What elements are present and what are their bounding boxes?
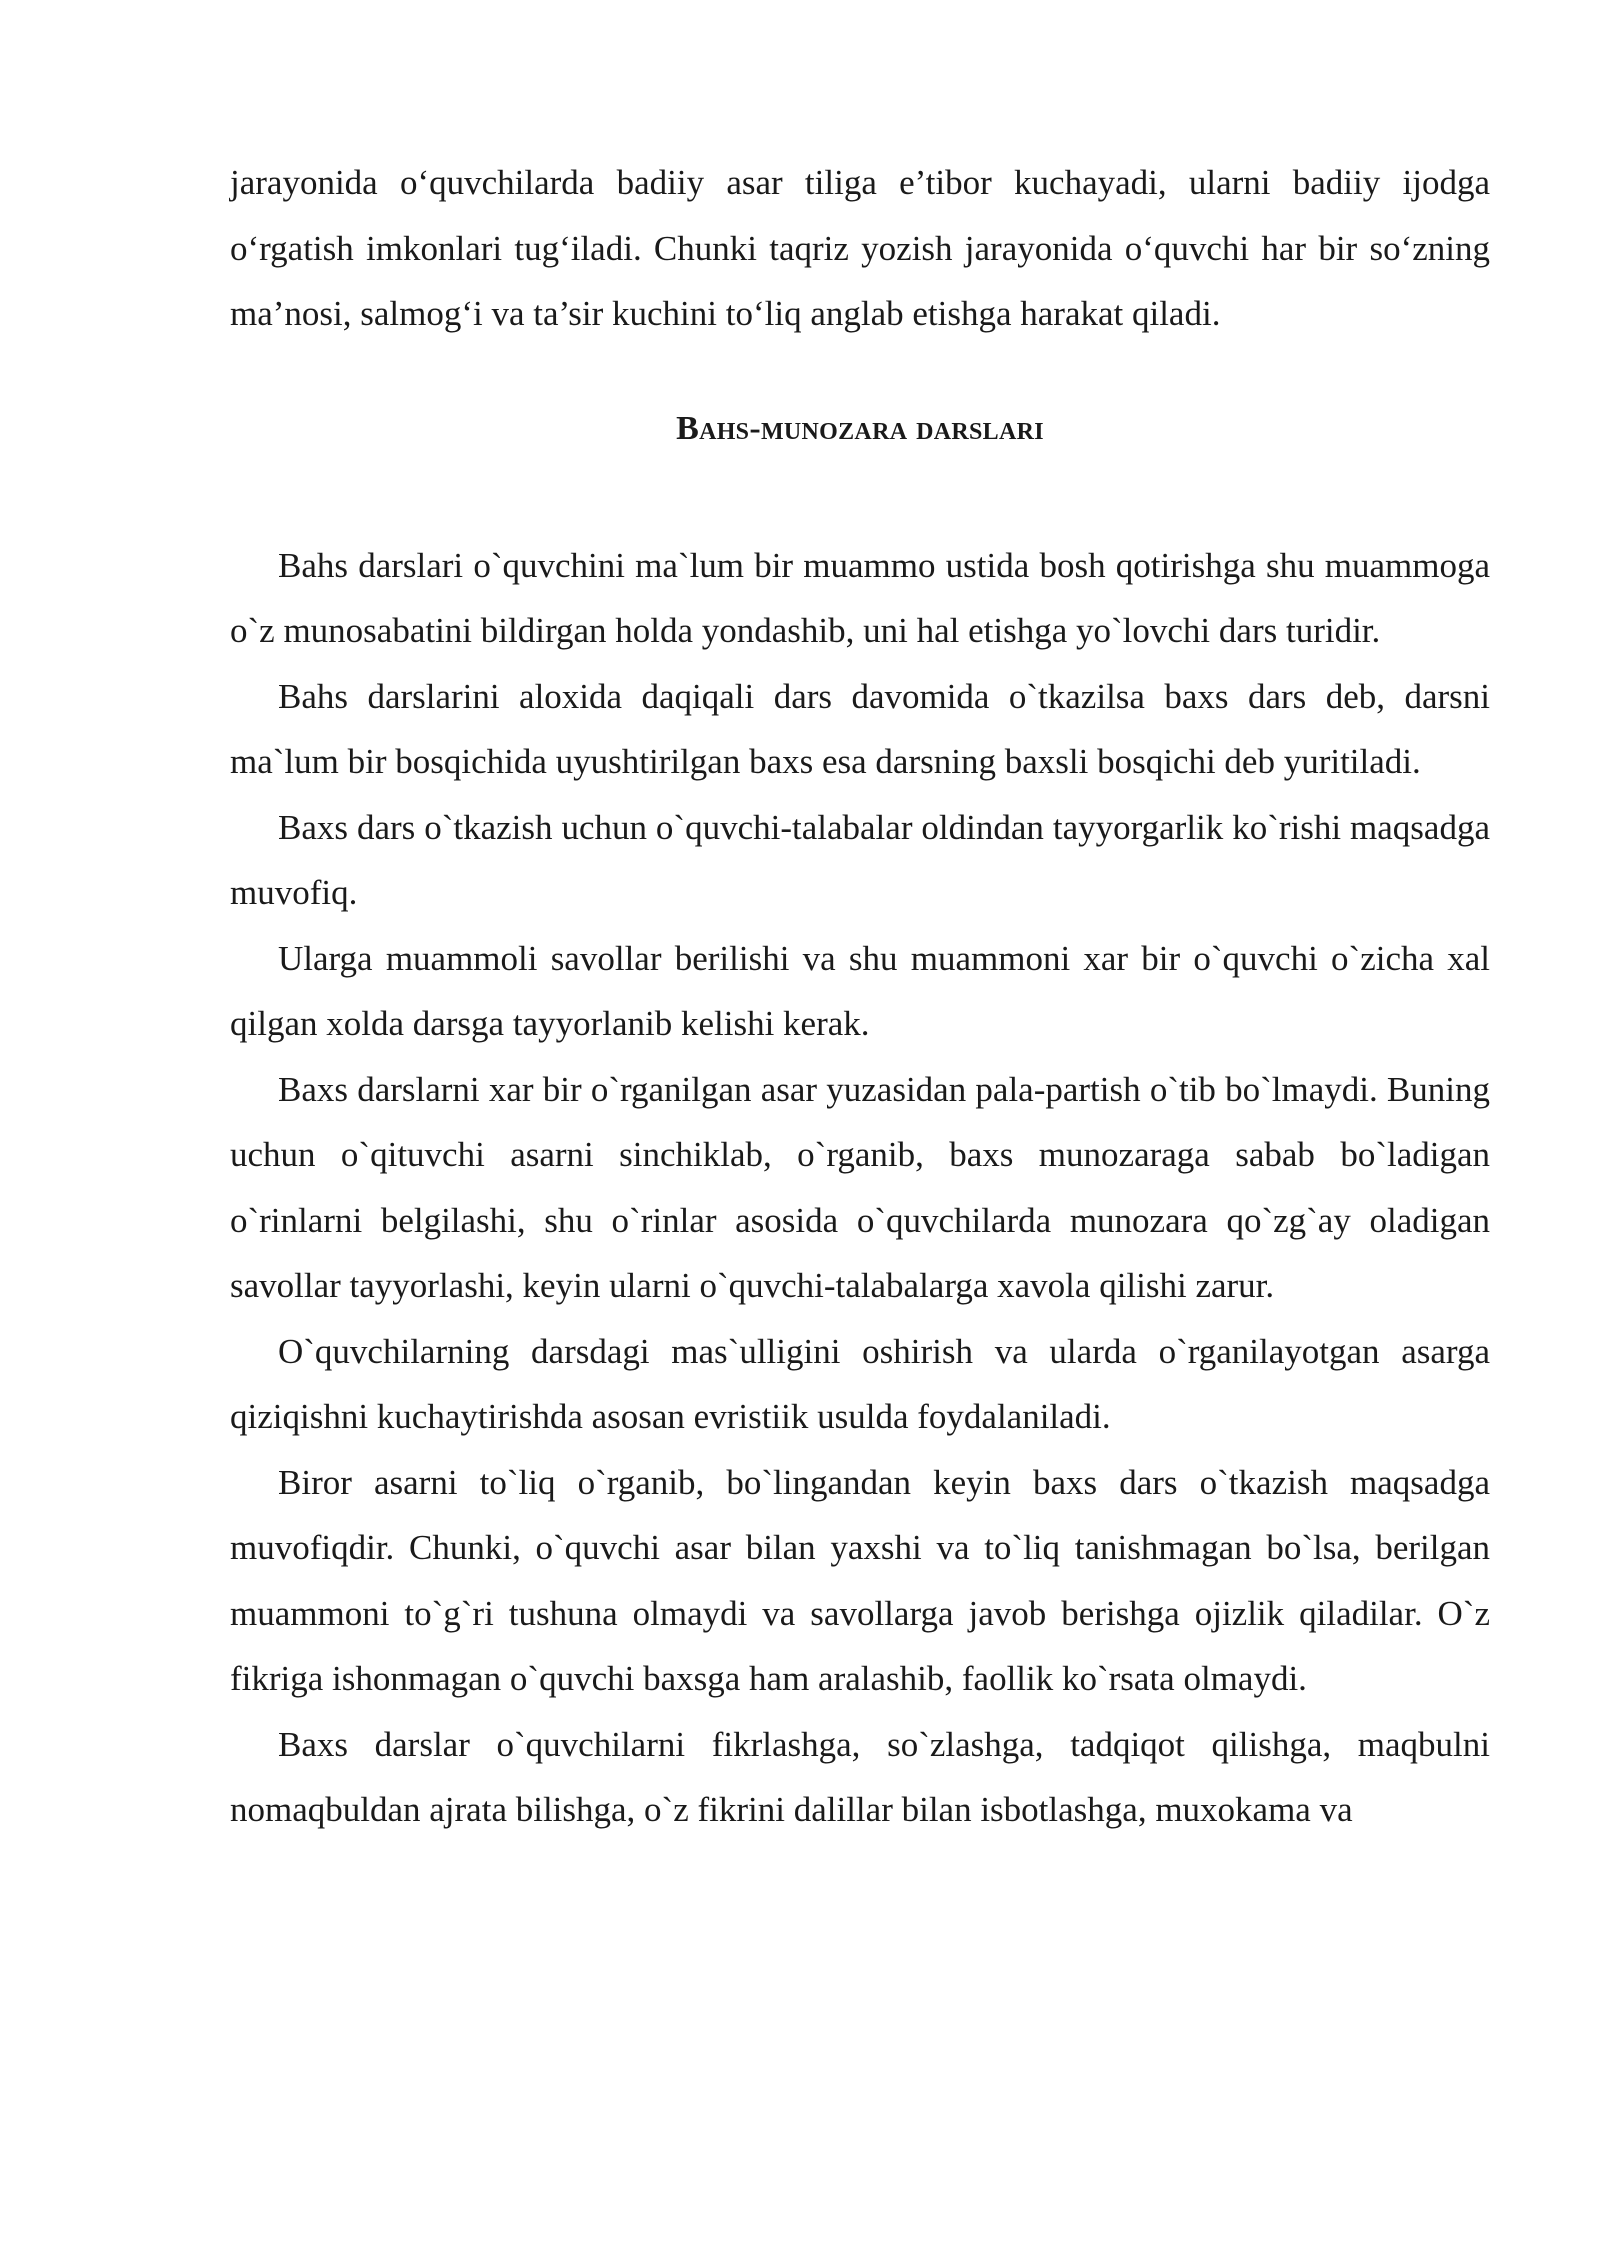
- paragraph-5: Baxs darslarni xar bir o`rganilgan asar yuzasidan pala-partish o`tib bo`lmaydi. Buning uchun o`qituvchi asarni sinchiklab, o`rganib, baxs munozaraga sabab bo`ladigan o`rinlarni belgilashi, shu o`rinlar asosida o`quvchilarda munozara qo`zg`ay oladigan savollar tayyorlashi, keyin ularni o`quvchi-talabalarga xavola qilishi zarur.: [230, 1069, 1490, 1305]
- paragraph-6: O`quvchilarning darsdagi mas`ulligini oshirish va ularda o`rganilayotgan asarga qiziqishni kuchaytirishda asosan evristiik usulda foydalaniladi.: [230, 1331, 1490, 1436]
- paragraph-1: Bahs darslari o`quvchini ma`lum bir muammo ustida bosh qotirishga shu muammoga o`z munosabatini bildirgan holda yondashib, uni hal etishga yo`lovchi dars turidir.: [230, 545, 1490, 650]
- section-heading: Bahs-munozara darslari: [676, 409, 1044, 447]
- paragraph-7: Biror asarni to`liq o`rganib, bo`lingandan keyin baxs dars o`tkazish maqsadga muvofiqdir. Chunki, o`quvchi asar bilan yaxshi va to`liq tanishmagan bo`lsa, berilgan muammoni to`g`ri tushuna olmaydi va savollarga javob berishga ojizlik qiladilar. O`z fikriga ishonmagan o`quvchi baxsga ham aralashib, faollik ko`rsata olmaydi.: [230, 1462, 1490, 1698]
- intro-paragraph: jarayonida o‘quvchilarda badiiy asar tiliga e’tibor kuchayadi, ularni badiiy ijodga o‘rgatish imkonlari tug‘iladi. Chunki taqriz yozish jarayonida o‘quvchi har bir so‘zning ma’nosi, salmog‘i va ta’sir kuchini to‘liq anglab etishga harakat qiladi.: [230, 163, 1490, 333]
- paragraph-2: Bahs darslarini aloxida daqiqali dars davomida o`tkazilsa baxs dars deb, darsni ma`lum bir bosqichida uyushtirilgan baxs esa darsning baxsli bosqichi deb yuritiladi.: [230, 676, 1490, 781]
- document-page: [230, 150, 1490, 1843]
- paragraph-4: Ularga muammoli savollar berilishi va shu muammoni xar bir o`quvchi o`zicha xal qilgan xolda darsga tayyorlanib kelishi kerak.: [230, 938, 1490, 1043]
- paragraph-8: Baxs darslar o`quvchilarni fikrlashga, so`zlashga, tadqiqot qilishga, maqbulni nomaqbuldan ajrata bilishga, o`z fikrini dalillar bilan isbotlashga, muxokama va: [230, 1724, 1490, 1829]
- paragraph-3: Baxs dars o`tkazish uchun o`quvchi-talabalar oldindan tayyorgarlik ko`rishi maqsadga muvofiq.: [230, 807, 1490, 912]
- body-text: [230, 533, 1490, 1843]
